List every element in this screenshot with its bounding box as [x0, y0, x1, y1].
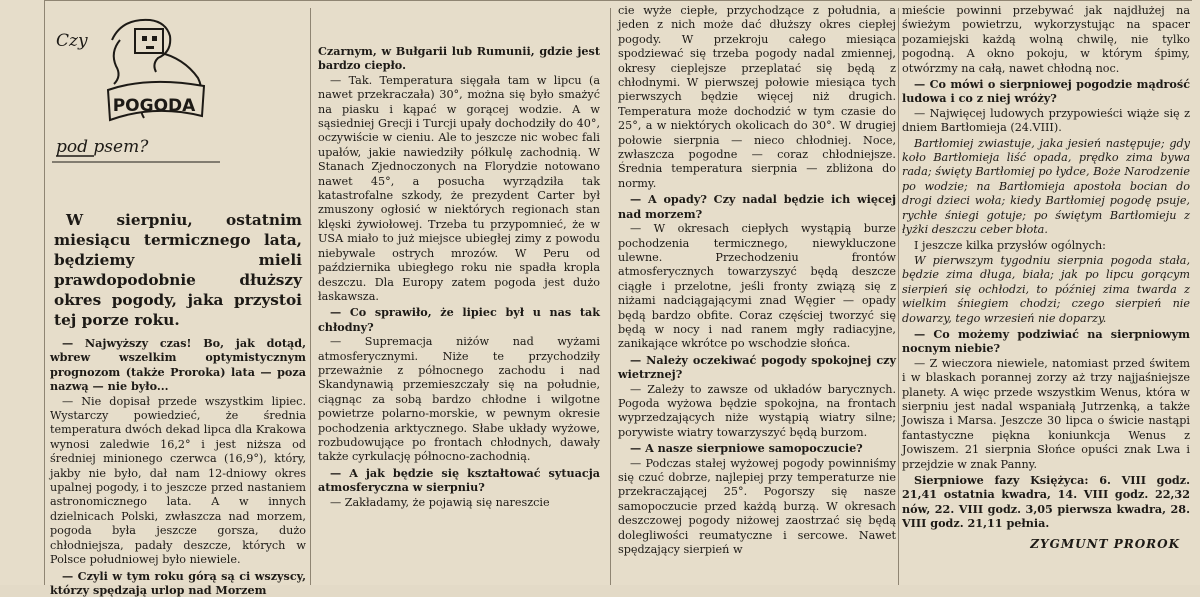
interview-question: — Należy oczekiwać pogody spokojnej czy wietrznej?	[618, 353, 896, 382]
interview-answer: — Najwięcej ludowych przypowieści wiąże się z dniem Bartłomieja (24.VIII).	[902, 107, 1190, 136]
interview-answer: — Tak. Temperatura sięgała tam w lipcu (a nawet przekraczała) 30°, można się było smażyć na piasku i kąpać w gorącej wodzie. A w sąsiedniej Grecji i Turcji upały dochodziły do 40°, oczywiście w cieniu. Ale to jeszcze nic wobec fali upałów, jakie nawiedziły półkulę zachodnią. W Stanach Zjednoczonych na Florydzie notowano nawet 45°, a posucha wyrządziła tak katastrofalne szkody, że prezydent Carter był zmuszony ogłosić w niektórych regionach stan klęski żywiołowej. Trzeba tu przypomnieć, że w USA miało to już miejsce ubiegłej zimy z powodu niebywale ostrych mrozów. W Peru od października ubiegłego roku nie spadła kropla deszczu. Dla Europy zatem pogoda jest dużo łaskawsza.	[318, 74, 600, 305]
column-divider-3	[898, 8, 899, 585]
interview-question: Czarnym, w Bułgarii lub Rumunii, gdzie jest bardzo ciepło.	[318, 44, 600, 73]
interview-question: — Najwyższy czas! Bo, jak dotąd, wbrew wszelkim optymistycznym prognozom (także Proroka) lata — poza nazwą — nie było...	[50, 336, 306, 394]
interview-answer: — Supremacja niżów nad wyżami atmosferycznymi. Niże te przychodziły przeważnie z północnego zachodu i nad Skandynawią przemieszczały się na południe, ciągnąc za sobą bardzo chłodne i wilgotne powietrze polarno-morskie, w pewnym okresie pochodzenia arktycznego. Słabe układy wyżowe, rozbudowujące po frontach chłodnych, dawały także cyrkulację północno-zachodnią.	[318, 335, 600, 465]
interview-question: — Co mówi o sierpniowej pogodzie mądrość ludowa i co z niej wróży?	[902, 77, 1190, 106]
author-signature: ZYGMUNT PROROK	[902, 537, 1190, 551]
interview-answer: I jeszcze kilka przysłów ogólnych:	[902, 239, 1190, 253]
logo-bottom-text: pod psem?	[56, 137, 149, 157]
interview-answer: — Nie dopisał przede wszystkim lipiec. Wystarczy powiedzieć, że średnia temperatura dwóch dekad lipca dla Krakowa wynosi zaledwie 16,2° i jest niższa od średniej minionego czerwca (16,9°), który, jakby nie było, dał nam 12-dniowy okres upalnej pogody, i to jeszcze przed nastaniem astronomicznego lata. A w innych dzielnicach Polski, zwłaszcza nad morzem, pogoda była jeszcze gorsza, dużo chłodniejsza, padały deszcze, których w Polsce południowej było niewiele.	[50, 395, 306, 568]
article-column-2	[318, 44, 600, 585]
lead-paragraph: W sierpniu, ostatnim miesiącu termicznego lata, będziemy mieli prawdopodobnie dłuższy okres pogody, jaka przystoi tej porze roku.	[54, 210, 302, 330]
interview-answer: mieście powinni przebywać jak najdłużej na świeżym powietrzu, wykorzystując na spacer pozamiejski każdą wolną chwilę, nie tylko pogodną. A okno pokoju, w którym śpimy, otwórzmy na całą, nawet chłodną noc.	[902, 4, 1190, 76]
interview-question: — A jak będzie się kształtować sytuacja atmosferyczna w sierpniu?	[318, 466, 600, 495]
column-1-body	[44, 336, 306, 597]
article-column-1	[44, 0, 306, 585]
column-4-body	[902, 4, 1190, 531]
interview-answer: Sierpniowe fazy Księżyca: 6. VIII godz. 21,41 ostatnia kwadra, 14. VIII godz. 22,32 nów, 22. VIII godz. 3,05 pierwsza kwadra, 28. VIII godz. 21,11 pełnia.	[902, 473, 1190, 531]
article-column-4	[902, 4, 1190, 585]
logo-banner-text: POGODA	[113, 96, 196, 116]
interview-answer: W pierwszym tygodniu sierpnia pogoda stała, będzie zima długa, biała; jak po lipcu gorącym sierpień się ochłodzi, to później zima twarda z wielkim śniegiem chodzi; czego sierpień nie dowarzy, tego wrzesień nie doparzy.	[902, 254, 1190, 326]
column-divider-1	[310, 8, 311, 585]
interview-answer: cie wyże ciepłe, przychodzące z południa, a jeden z nich może dać dłuższy okres ciepłej pogody. W przekroju całego miesiąca spodziewać się trzeba pogody nadal zmiennej, okresy cieplejsze przeplatać się będą z chłodnymi. W pierwszej połowie miesiąca tych pierwszych będzie więcej niż drugich. Temperatura może dochodzić w tym czasie do 25°, a w niektórych okolicach do 30°. W drugiej połowie sierpnia — nieco chłodniej. Noce, zwłaszcza pogodne — coraz chłodniejsze. Średnia temperatura sierpnia — zbliżona do normy.	[618, 4, 896, 191]
interview-answer: — Z wieczora niewiele, natomiast przed świtem i w blaskach porannej zorzy aż trzy najjaśniejsze planety. A więc przede wszystkim Wenus, która w sierpniu jest nadal wspaniałą Jutrzenką, a także Jowisza i Marsa. Jeszcze 30 lipca o świcie nastąpi fantastyczne piękna koniunkcja Wenus z Jowiszem. 21 sierpnia Słońce opuści znak Lwa i przejdzie w znak Panny.	[902, 357, 1190, 472]
interview-answer: — Zakładamy, że pojawią się nareszcie	[318, 496, 600, 510]
interview-question: — A opady? Czy nadal będzie ich więcej nad morzem?	[618, 192, 896, 221]
interview-question: — Co sprawiło, że lipiec był u nas tak chłodny?	[318, 305, 600, 334]
interview-answer: Bartłomiej zwiastuje, jaka jesień następuje; gdy koło Bartłomieja liść opada, prędko zima bywa rada; święty Bartłomiej po łydce, Boże Narodzenie po wodzie; na Bartłomieja apostoła bocian do drogi dzieci woła; kiedy Bartłomiej pogodę psuje, rychłe śniegi gotuje; po świętym Bartłomieju z łyżki deszczu ceber błota.	[902, 137, 1190, 238]
interview-question: — A nasze sierpniowe samopoczucie?	[618, 441, 896, 455]
pogoda-logo	[50, 0, 230, 170]
dog-illustration	[50, 0, 230, 170]
logo-top-text: Czy	[56, 31, 88, 51]
interview-answer: — W okresach ciepłych wystąpią burze pochodzenia termicznego, niewykluczone ulewne. Przechodzeniu frontów atmosferycznych towarzyszyć będą deszcze ciągłe i przelotne, jeśli fronty związą się z niżami nadciągającymi znad Węgier — opady będą bardzo obfite. Coraz częściej tworzyć się będą w nocy i nad ranem mgły radiacyjne, zanikające wkrótce po wschodzie słońca.	[618, 222, 896, 352]
article-column-3	[618, 4, 896, 585]
interview-question: — Czyli w tym roku górą są ci wszyscy, którzy spędzają urlop nad Morzem	[50, 569, 306, 597]
interview-answer: — Zależy to zawsze od układów barycznych. Pogoda wyżowa będzie spokojna, na frontach wyprzedzających niże wystąpią wiatry silne; porywiste wiatry towarzyszyć będą burzom.	[618, 383, 896, 441]
column-divider-2	[610, 8, 611, 585]
interview-answer: — Podczas stałej wyżowej pogody powinniśmy się czuć dobrze, najlepiej przy temperaturze nie przekraczającej 25°. Pogorszy się nasze samopoczucie przed każdą burzą. W okresach deszczowej pogody niżowej zaostrzać się będą dolegliwości reumatyczne i sercowe. Nawet spędzający sierpień w	[618, 457, 896, 558]
interview-question: — Co możemy podziwiać na sierpniowym nocnym niebie?	[902, 327, 1190, 356]
